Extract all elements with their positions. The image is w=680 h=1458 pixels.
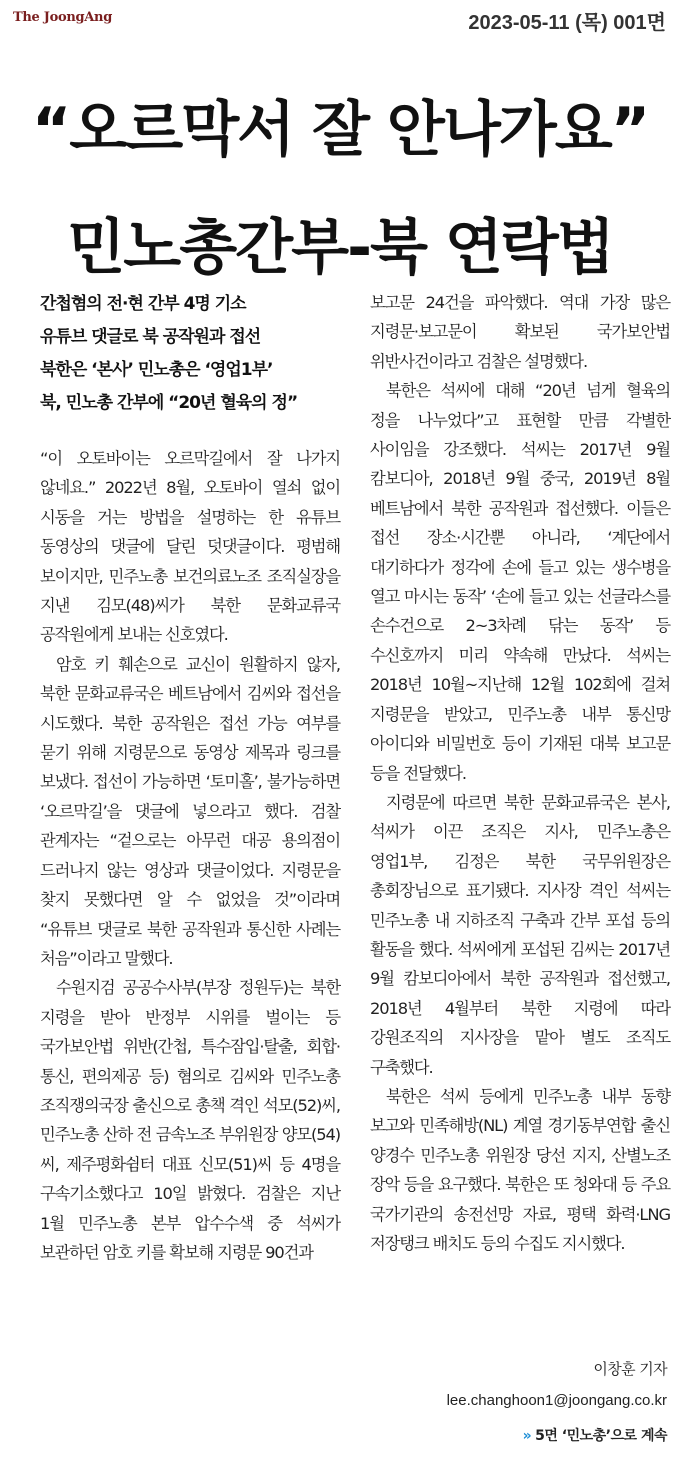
subheadline: 간첩혐의 전·현 간부 4명 기소 (40, 294, 246, 314)
article-paragraph: 북한은 석씨 등에게 민주노총 내부 동향 보고와 민족해방(NL) 계열 경기동부연합 출신 양경수 민주노총 위원장 당선 지지, 산별노조 장악 등을 요구했다. 북한은 또 청와대 등 주요 국가기관의 송전선망 자료, 평택 화력·LNG 저장탱크 배치도 등의 수집도 지시했다. (370, 1086, 670, 1253)
masthead (0, 0, 680, 40)
article-paragraph: 지령문에 따르면 북한 문화교류국은 본사, 석씨가 이끈 조직은 지사, 민주노총은 영업1부, 김정은 북한 국무위원장은 총회장님으로 표기됐다. 지사장 격인 석씨는 민주노총 내 지하조직 구축과 간부 포섭 등의 활동을 했다. 석씨에게 포섭된 김씨는 2017년 9월 캄보디아에서 북한 공작원과 접선했고, 2018년 4월부터 북한 지령에 따라 강원조직의 지사장을 맡아 별도 조직도 구축했다. (370, 792, 670, 1077)
article-paragraph: 암호 키 훼손으로 교신이 원활하지 않자, 북한 문화교류국은 베트남에서 김씨와 접선을 시도했다. 북한 공작원은 접선 가능 여부를 묻기 위해 지령문으로 동영상 제목과 링크를 보냈다. 접선이 가능하면 ‘토미홀’, 불가능하면 ‘오르막길’을 댓글에 넣으라고 했다. 검찰 관계자는 “겉으로는 아무런 대공 용의점이 드러나지 않는 영상과 댓글이었다. 지령문을 찾지 못했다면 알 수 없었을 것”이라며 “유튜브 댓글로 북한 공작원과 통신한 사례는 처음”이라고 말했다. (40, 654, 340, 968)
continuation-link[interactable] (523, 1425, 667, 1445)
article-column-left (40, 288, 340, 1267)
headline-line-2: 민노총간부-북 연락법 (67, 213, 613, 284)
article-paragraph: 수원지검 공공수사부(부장 정원두)는 북한 지령을 받아 반정부 시위를 벌이는 등 국가보안법 위반(간첩, 특수잠입·탈출, 회합·통신, 편의제공 등) 혐의로 김씨와 민주노총 조직쟁의국장 출신으로 총책 격인 석모(52)씨, 민주노총 산하 전 금속노조 부위원장 양모(54)씨, 제주평화쉼터 대표 신모(51)씨 등 4명을 구속기소했다고 10일 밝혔다. 검찰은 지난 1월 민주노총 본부 압수수색 중 석씨가 보관하던 암호 키를 확보해 지령문 90건과 (40, 978, 340, 1262)
subheadline: 북, 민노총 간부에 “20년 혈육의 정” (40, 393, 298, 413)
continuation-text: 5면 ‘민노총’으로 계속 (535, 1428, 667, 1444)
article-paragraph: 북한은 석씨에 대해 “20년 넘게 혈육의 정을 나누었다”고 표현할 만큼 각별한 사이임을 강조했다. 석씨는 2017년 9월 캄보디아, 2018년 9월 중국, 2019년 8월 베트남에서 북한 공작원과 접선했다. 이들은 접선 장소·시간뿐 아니라, ‘계단에서 대기하다가 정각에 손에 들고 있는 생수병을 열고 마시는 동작’ ‘손에 들고 있는 선글라스를 손수건으로 2~3차례 닦는 동작’ 등 수신호까지 미리 약속해 만났다. 석씨는 2018년 10월~지난해 12월 102회에 걸쳐 지령문을 받았고, 민주노총 내부 통신망 아이디와 비밀번호 등이 기재된 대북 보고문 등을 전달했다. (370, 381, 670, 783)
subheadline: 유튜브 댓글로 북 공작원과 접선 (40, 327, 261, 347)
issue-date-page: 2023-05-11 (목) 001면 (468, 12, 666, 34)
subheadline-group (40, 288, 340, 420)
reporter-byline: 이창훈 기자 (593, 1360, 667, 1378)
headline-line-1: “오르막서 잘 안나가요” (31, 95, 649, 166)
article-body-left (40, 444, 340, 1267)
article-column-right (370, 288, 670, 1258)
reporter-email: lee.changhoon1@joongang.co.kr (446, 1392, 667, 1409)
article-paragraph: 보고문 24건을 파악했다. 역대 가장 많은 지령문·보고문이 확보된 국가보안법 위반사건이라고 검찰은 설명했다. (370, 293, 670, 371)
article-body-right (370, 288, 670, 1258)
article-paragraph: “이 오토바이는 오르막길에서 잘 나가지 않네요.” 2022년 8월, 오토바이 열쇠 없이 시동을 거는 방법을 설명하는 한 유튜브 동영상의 댓글에 달린 덧댓글이다. 평범해 보이지만, 민주노총 보건의료노조 조직실장을 지낸 김모(48)씨가 북한 문화교류국 공작원에게 보내는 신호였다. (40, 449, 340, 645)
newspaper-logo: The JoongAng (13, 10, 112, 25)
double-chevron-right-icon: » (522, 1428, 532, 1444)
subheadline: 북한은 ‘본사’ 민노총은 ‘영업1부’ (40, 360, 273, 380)
